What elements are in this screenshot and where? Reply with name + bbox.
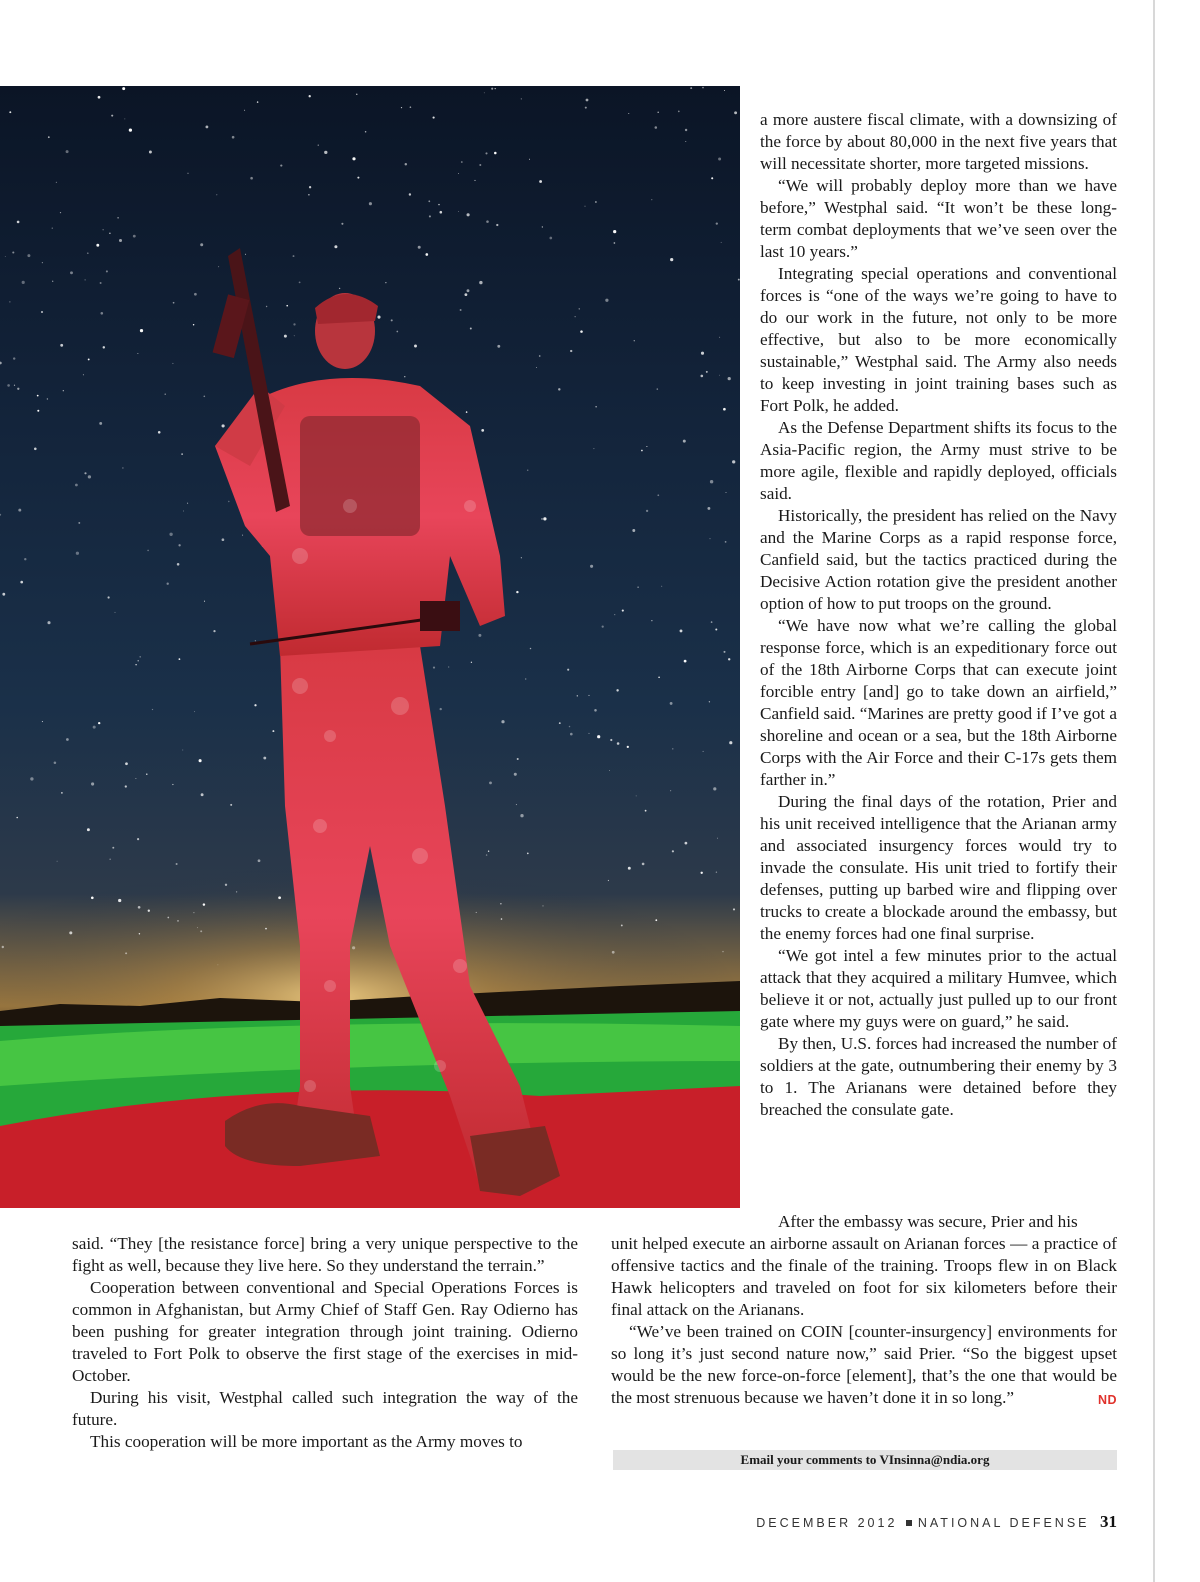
paragraph: During the final days of the rotation, Prier and his unit received intelligence that the Arianan army and associated insurgency forces would try to invade the consulate. His unit tried to fortify their defenses, putting up barbed wire and flipping over trucks to create a blockade around the embassy, but the enemy forces had one final surprise. xyxy=(760,792,1117,943)
paragraph: “We got intel a few minutes prior to the actual attack that they acquired a military Humvee, which believe it or not, actually just pulled up to our front gate where my guys were on guard,” he said. xyxy=(760,946,1117,1031)
paragraph: As the Defense Department shifts its focus to the Asia-Pacific region, the Army must strive to be more agile, flexible and rapidly deployed, officials said. xyxy=(760,418,1117,503)
paragraph: Historically, the president has relied on the Navy and the Marine Corps as a rapid response force, Canfield said, but the tactics practiced during the Decisive Action rotation give the president another option of how to put troops on the ground. xyxy=(760,506,1117,613)
page-footer xyxy=(756,1512,1117,1532)
paragraph: This cooperation will be more important as the Army moves to xyxy=(90,1432,523,1451)
article-column-right xyxy=(760,109,1117,1121)
paragraph-text: “We’ve been trained on COIN [counter-insurgency] environments for so long it’s just second nature now,” said Prier. “So the biggest upset would be the new force-on-force [element], that’s the one that would be the most strenuous because we haven’t done it in so long.” xyxy=(611,1322,1117,1407)
footer-date: DECEMBER 2012 xyxy=(756,1516,898,1530)
paragraph: During his visit, Westphal called such integration the way of the future. xyxy=(72,1388,578,1429)
photo-illustration xyxy=(0,86,740,1208)
footer-separator xyxy=(906,1520,912,1526)
paragraph: “We have now what we’re calling the global response force, which is an expeditionary force out of the 18th Airborne Corps that can execute joint forcible entry [and] go to take down an airfield,” Canfield said. “Marines are pretty good if I’ve got a shoreline and ocean or a sea, but the 18th Airborne Corps with the Air Force and their C-17s gets them farther in.” xyxy=(760,616,1117,789)
page-edge xyxy=(1153,0,1155,1582)
article-column-bottom-left xyxy=(72,1233,578,1453)
email-address-link[interactable]: VInsinna@ndia.org xyxy=(879,1452,990,1467)
paragraph: Cooperation between conventional and Special Operations Forces is common in Afghanistan, but Army Chief of Staff Gen. Ray Odierno has been pushing for greater integration through joint training. Odierno traveled to Fort Polk to observe the first stage of the exercises in mid-October. xyxy=(72,1278,578,1385)
paragraph: said. “They [the resistance force] bring a very unique perspective to the fight as well, because they live here. So they understand the terrain.” xyxy=(72,1234,578,1275)
paragraph xyxy=(611,1321,1117,1409)
paragraph: By then, U.S. forces had increased the number of soldiers at the gate, outnumbering their enemy by 3 to 1. The Arianans were detained before they breached the consulate gate. xyxy=(760,1034,1117,1119)
end-mark: ND xyxy=(1097,1393,1117,1407)
article-column-bottom-right xyxy=(611,1233,1117,1411)
soldier-photo xyxy=(0,86,740,1208)
paragraph: unit helped execute an airborne assault on Arianan forces — a practice of offensive tactics and the finale of the training. Troops flew in on Black Hawk helicopters and traveled on foot for six kilometers before their final attack on the Arianans. xyxy=(611,1234,1117,1319)
paragraph: Integrating special operations and conventional forces is “one of the ways we’re going to have to do our work in the future, not only to be more effective, but also to be more economically sustainable,” Westphal said. The Army also needs to keep investing in joint training bases such as Fort Polk, he added. xyxy=(760,264,1117,415)
paragraph: a more austere fiscal climate, with a downsizing of the force by about 80,000 in the next five years that will necessitate shorter, more targeted missions. xyxy=(760,110,1117,173)
page-number: 31 xyxy=(1100,1512,1117,1531)
article-column-right-continuation xyxy=(760,1211,1117,1233)
email-comments-bar xyxy=(613,1450,1117,1470)
email-prefix: Email your comments to xyxy=(740,1452,880,1467)
paragraph: “We will probably deploy more than we have before,” Westphal said. “It won’t be these long-term combat deployments that we’ve seen over the last 10 years.” xyxy=(760,176,1117,261)
paragraph: After the embassy was secure, Prier and his xyxy=(778,1212,1078,1231)
footer-publication: NATIONAL DEFENSE xyxy=(917,1516,1090,1530)
